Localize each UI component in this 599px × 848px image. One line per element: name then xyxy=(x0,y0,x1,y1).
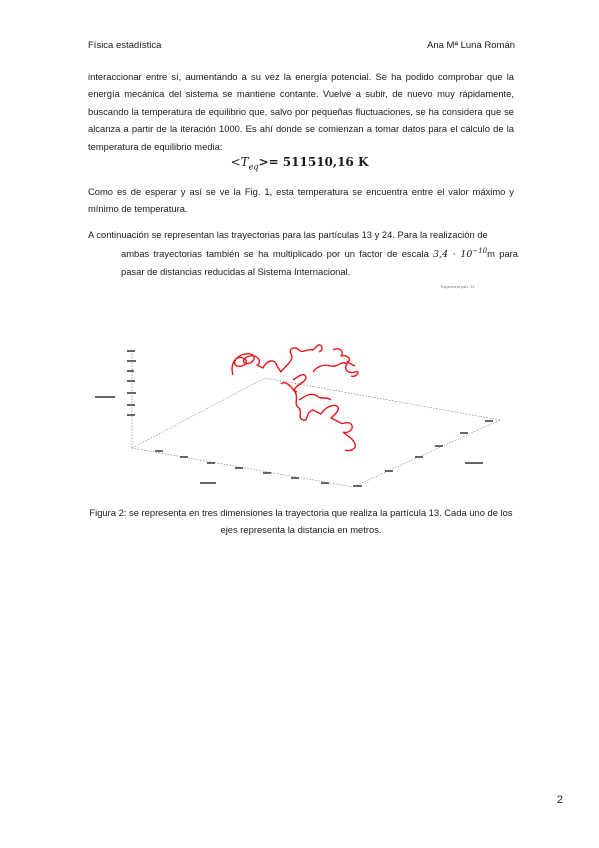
front-right-edge xyxy=(353,420,500,487)
y-tick-label xyxy=(353,485,362,487)
z-axis-label xyxy=(95,396,115,398)
x-tick-label xyxy=(207,462,215,464)
x-tick-label xyxy=(155,450,163,452)
figure-title: Trayectoria part. 13 xyxy=(440,284,475,289)
x-tick-label xyxy=(263,472,271,474)
header-left: Física estadística xyxy=(88,40,162,51)
paragraph-3-first-line: A continuación se representan las trayectorias para las partículas 13 y 24. Para la realización de xyxy=(88,229,488,240)
z-tick-label xyxy=(127,360,136,362)
scale-factor: 3,4 · 10 xyxy=(433,249,473,261)
x-tick-label xyxy=(291,477,299,479)
z-tick-label xyxy=(127,380,135,382)
paragraph-3-indented xyxy=(88,243,518,280)
y-tick-label xyxy=(460,432,468,434)
header-right: Ana Mª Luna Román xyxy=(426,40,515,51)
equation-rhs: >= 511510,16 K xyxy=(258,155,369,169)
scale-exponent: −10 xyxy=(472,247,488,255)
paragraph-3 xyxy=(88,226,518,280)
z-tick-label xyxy=(127,392,136,394)
paragraph-1: interaccionar entre sí, aumentando a su vez la energía potencial. Se ha podido comprobar que la energía mecánica del sistema se mantiene contante. Vuelve a subir, de nuevo muy rápidamente, buscando la temperatura de equilibrio que, salvo por pequeñas fluctuaciones, se ha considera que se alcanza a partir de la iteración 1000. Es ahí donde se comienzan a tomar datos para el cálculo de la temperatura de equilibrio media: xyxy=(88,71,514,152)
z-tick-label xyxy=(127,350,135,352)
paragraph-3-end: para pasar de distancias reducidas al Sistema Internacional. xyxy=(121,248,518,278)
y-tick-label xyxy=(385,470,393,472)
x-tick-label xyxy=(321,482,329,484)
figure-caption: Figura 2: se representa en tres dimensiones la trayectoria que realiza la partícula 13. Cada uno de los ejes representa la distancia en metros. xyxy=(89,507,513,535)
page-number: 2 xyxy=(556,794,563,806)
x-tick-label xyxy=(235,467,243,469)
trajectory-figure xyxy=(85,280,525,500)
equation-lhs: <T xyxy=(230,155,249,169)
equation-subscript: eq xyxy=(248,162,259,172)
y-tick-label xyxy=(415,456,423,458)
x-axis-label xyxy=(200,482,216,484)
paragraph-3-text: ambas trayectorias también se ha multiplicado por un factor de escala xyxy=(121,248,434,260)
z-tick-label xyxy=(127,370,134,372)
axis-ticks xyxy=(95,350,493,487)
y-tick-label xyxy=(435,445,443,447)
trajectory-line xyxy=(232,345,358,451)
y-axis-label xyxy=(465,462,483,464)
axis-box xyxy=(132,350,500,487)
back-left-edge xyxy=(132,378,265,448)
y-tick-label xyxy=(485,420,493,422)
equation xyxy=(0,155,599,171)
z-tick-label xyxy=(127,404,135,406)
z-tick-label xyxy=(127,414,135,416)
x-tick-label xyxy=(180,456,188,458)
scale-unit: m xyxy=(487,248,495,260)
paragraph-2: Como es de esperar y así se ve la Fig. 1, esta temperatura se encuentra entre el valor máximo y mínimo de temperatura. xyxy=(88,186,514,215)
